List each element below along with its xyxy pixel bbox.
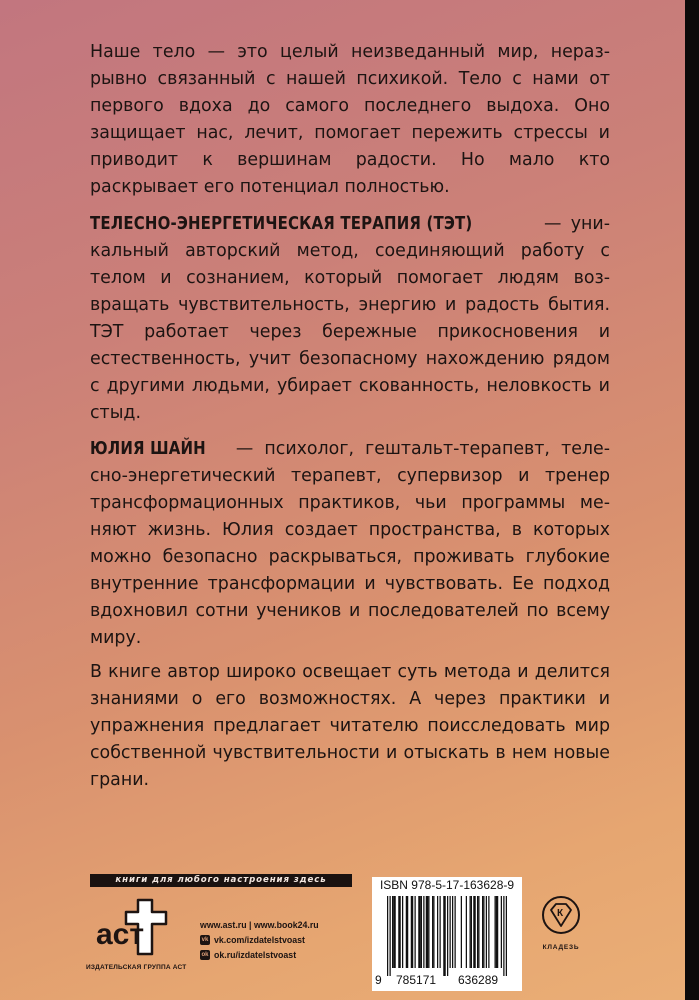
- barcode-bar: [455, 896, 456, 968]
- ok-icon: ok: [201, 951, 209, 958]
- barcode-bar: [470, 896, 471, 968]
- author-bio: — психолог, гештальт-терапевт, телесно-энергетический терапевт, супервизор и тренер трансформационных практиков, чьи программы меняют жизнь. Юлия создает пространства, в которых можно безопасно раскрываться, проживать глубокие внутренние трансформации и чувствовать. Ее подход вдохновил сотни учеников и последователей по всему миру.: [90, 439, 610, 648]
- intro-paragraph: Наше тело — это целый неизведанный мир, неразрывно связанный с нашей психикой. Тело с нами от первого вдоха до самого последнего выдоха. Оно защищает нас, лечит, помогает пережить стрессы и приводит к вершинам радости. Но мало кто раскрывает его потенциал полностью.: [90, 42, 610, 197]
- barcode-bar: [506, 896, 507, 976]
- barcode-bar: [471, 896, 472, 968]
- vk-row: [200, 932, 390, 947]
- barcode-bar: [445, 896, 446, 976]
- barcode-bar: [452, 896, 453, 968]
- barcode-bar: [447, 896, 448, 976]
- barcode-bar: [411, 896, 412, 968]
- method-description: — уникальный авторский метод, соединяющий работу с телом и сознанием, который помогает людям возвращать чувствительность, энергию и радость бытия. ТЭТ работает через бережные прикосновения и естественность, учит безопасному нахождению рядом с другими людьми, убирает скованность, неловкость и стыд.: [90, 214, 610, 423]
- barcode-bar: [398, 896, 399, 968]
- author-name: ЮЛИЯ ШАЙН: [90, 439, 206, 459]
- barcode-bar: [407, 896, 408, 968]
- websites-text[interactable]: www.ast.ru | www.book24.ru: [200, 919, 319, 930]
- barcode-bar: [478, 896, 479, 968]
- vk-icon: vk: [201, 936, 209, 943]
- publisher-links: [200, 917, 390, 962]
- barcode-bar: [475, 896, 476, 968]
- barcode-box: [372, 877, 522, 991]
- kladez-logo-letter: К: [557, 908, 564, 919]
- barcode-bar: [488, 896, 489, 968]
- diamond-icon: [540, 893, 582, 941]
- ok-row: [200, 947, 390, 962]
- barcode-bar: [400, 896, 401, 968]
- websites-row: [200, 917, 390, 932]
- vk-link[interactable]: vk.com/izdatelstvoast: [214, 934, 305, 945]
- tagline-banner: книги для любого настроения здесь: [90, 874, 352, 887]
- barcode-bar: [387, 896, 388, 976]
- barcode-bar: [402, 896, 403, 968]
- barcode-bar: [392, 896, 393, 968]
- barcode: [386, 896, 508, 976]
- barcode-bar: [466, 896, 467, 968]
- barcode-bar: [432, 896, 433, 968]
- imprint-name: КЛАДЕЗЬ: [542, 944, 580, 951]
- barcode-bar: [427, 896, 428, 968]
- isbn-text: ISBN 978-5-17-163628-9: [379, 878, 515, 892]
- barcode-bar: [496, 896, 497, 968]
- barcode-bar: [421, 896, 422, 968]
- barcode-bar: [393, 896, 394, 968]
- barcode-bar: [426, 896, 427, 968]
- barcode-bar: [461, 896, 462, 968]
- barcode-bar: [482, 896, 483, 968]
- author-paragraph: [90, 436, 610, 652]
- barcode-bar: [420, 896, 421, 968]
- barcode-bar: [477, 896, 478, 968]
- barcode-bar: [418, 896, 419, 968]
- barcode-bar: [415, 896, 416, 968]
- barcode-right-group: 636289: [458, 973, 499, 987]
- barcode-bar: [497, 896, 498, 968]
- barcode-bar: [423, 896, 424, 968]
- publisher-caption: ИЗДАТЕЛЬСКАЯ ГРУППА АСТ: [86, 964, 187, 971]
- ast-logo-text: аст: [96, 918, 145, 951]
- barcode-bar: [390, 896, 391, 976]
- ok-link[interactable]: ok.ru/izdatelstvoast: [214, 949, 297, 960]
- barcode-bar: [406, 896, 407, 968]
- barcode-digits: [372, 973, 522, 989]
- barcode-bar: [495, 896, 496, 968]
- barcode-bar: [501, 896, 502, 968]
- barcode-bar: [428, 896, 429, 968]
- barcode-bar: [395, 896, 396, 968]
- book-summary-paragraph: В книге автор широко освещает суть метода и делится знаниями о его возможностях. А через практики и упражнения предлагает читателю поисследовать мир собственной чувствительности и отыскать в нем новые грани.: [90, 662, 610, 790]
- barcode-bar: [486, 896, 487, 968]
- barcode-bar: [412, 896, 413, 968]
- barcode-bar: [433, 896, 434, 968]
- barcode-first-digit: 9: [375, 973, 382, 987]
- method-paragraph: [90, 211, 610, 427]
- method-heading: ТЕЛЕСНО-ЭНЕРГЕТИЧЕСКАЯ ТЕРАПИЯ (ТЭТ): [90, 214, 473, 234]
- barcode-bar: [437, 896, 438, 968]
- barcode-bar: [503, 896, 504, 976]
- barcode-left-group: 785171: [396, 973, 437, 987]
- ast-logo: [92, 892, 178, 962]
- barcode-bar: [473, 896, 474, 968]
- barcode-bar: [450, 896, 451, 968]
- spine-edge: [685, 0, 699, 1000]
- barcode-bar: [483, 896, 484, 968]
- barcode-bar: [440, 896, 441, 968]
- barcode-bar: [443, 896, 444, 976]
